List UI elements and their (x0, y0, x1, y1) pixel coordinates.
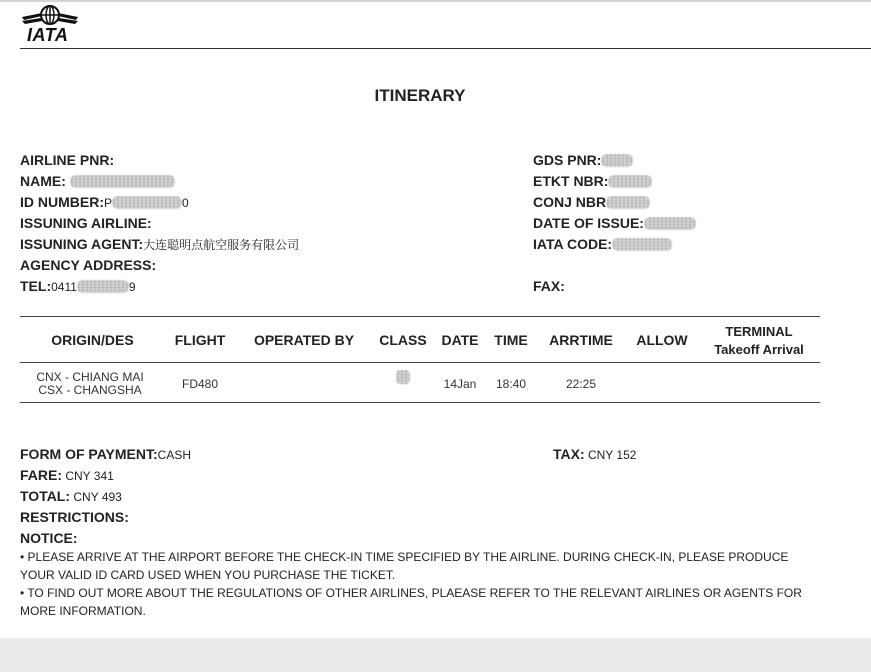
table-top-border (20, 316, 820, 317)
id-number-suffix: 0 (182, 196, 189, 210)
header-flight: FLIGHT (174, 332, 226, 348)
issuing-airline-field (20, 215, 152, 231)
agency-address-field (20, 257, 156, 273)
issuing-agent-label: ISSUNING AGENT: (20, 236, 144, 252)
conj-nbr-label: CONJ NBR (533, 194, 607, 210)
date-of-issue-label: DATE OF ISSUE: (533, 215, 644, 231)
redacted-date-of-issue (644, 217, 696, 230)
total-label: TOTAL: (20, 488, 71, 504)
etkt-nbr-label: ETKT NBR: (533, 173, 609, 189)
table-header-divider (20, 362, 820, 363)
redacted-iata-code (612, 238, 672, 251)
table-row-origin (20, 371, 160, 397)
gds-pnr-field (533, 152, 633, 168)
header-terminal-line1: TERMINAL (725, 324, 793, 339)
fare-value: CNY 341 (62, 469, 114, 483)
page-footer-band (0, 638, 871, 672)
header-divider (20, 48, 871, 49)
redacted-id-number (112, 196, 182, 209)
form-of-payment-label: FORM OF PAYMENT: (20, 446, 158, 462)
destination-line: CSX - CHANGSHA (38, 383, 142, 397)
fare-field (20, 467, 114, 484)
header-class: CLASS (379, 332, 427, 348)
id-number-label: ID NUMBER: (20, 194, 104, 210)
tax-field (553, 446, 636, 463)
gds-pnr-label: GDS PNR: (533, 152, 602, 168)
tel-suffix: 9 (128, 280, 136, 294)
notice-field (20, 530, 78, 546)
form-of-payment-value: CASH (157, 448, 192, 462)
tax-value: CNY 152 (584, 448, 637, 462)
notice-item: • PLEASE ARRIVE AT THE AIRPORT BEFORE THE CHECK-IN TIME SPECIFIED BY THE AIRLINE. DURING CHECK-IN, PLEASE PRODUCE YOUR VALID ID CARD USED WHEN YOU PURCHASE THE TICKET. (20, 550, 789, 582)
conj-nbr-field (533, 194, 650, 210)
logo-text: IATA (27, 25, 69, 45)
restrictions-label: RESTRICTIONS: (20, 509, 129, 525)
header-origin: ORIGIN/DES (51, 332, 134, 348)
header-terminal (700, 323, 818, 359)
restrictions-field (20, 509, 129, 525)
header-terminal-line2: Takeoff Arrival (714, 342, 804, 357)
issuing-agent-field (20, 236, 299, 253)
tel-prefix: 0411 (51, 280, 77, 294)
name-label: NAME: (20, 173, 70, 189)
fare-label: FARE: (20, 467, 62, 483)
header-time: TIME (494, 332, 528, 348)
redacted-conj-nbr (606, 196, 650, 209)
table-row-flight: FD480 (181, 377, 219, 391)
id-number-prefix: P (104, 196, 113, 210)
header-operated-by: OPERATED BY (253, 332, 355, 348)
etkt-nbr-field (533, 173, 652, 189)
fax-field (533, 278, 565, 294)
airline-pnr-field (20, 152, 114, 168)
agency-address-label: AGENCY ADDRESS: (20, 257, 157, 273)
origin-line: CNX - CHIANG MAI (36, 370, 144, 384)
iata-code-field (533, 236, 672, 252)
total-field (20, 488, 122, 505)
table-row-time: 18:40 (495, 377, 527, 391)
table-row-class (374, 370, 432, 384)
redacted-gds-pnr (601, 154, 633, 167)
id-number-field (20, 194, 189, 211)
iata-code-label: IATA CODE: (533, 236, 613, 252)
header-allow: ALLOW (636, 332, 688, 348)
total-value: CNY 493 (70, 490, 122, 504)
header-arrtime: ARRTIME (549, 332, 613, 348)
tax-label: TAX: (553, 446, 585, 462)
form-of-payment-field (20, 446, 191, 463)
name-field (20, 173, 175, 189)
redacted-tel (77, 280, 129, 293)
iata-logo (20, 3, 84, 45)
fax-label: FAX: (533, 278, 565, 294)
redacted-class (396, 370, 410, 384)
date-of-issue-field (533, 215, 696, 231)
table-row-arrtime: 22:25 (565, 377, 597, 391)
airline-pnr-label: AIRLINE PNR: (20, 152, 115, 168)
issuing-agent-value: 大连聪明点航空服务有限公司 (143, 238, 300, 252)
tel-field (20, 278, 136, 295)
redacted-name (70, 175, 175, 188)
page-title: ITINERARY (374, 86, 466, 105)
notice-label: NOTICE: (20, 530, 78, 546)
table-bottom-border (20, 402, 820, 403)
issuing-airline-label: ISSUNING AIRLINE: (20, 215, 152, 231)
table-row-date: 14Jan (443, 377, 477, 391)
redacted-etkt-nbr (608, 175, 652, 188)
tel-label: TEL: (20, 278, 52, 294)
top-border (0, 0, 871, 2)
header-date: DATE (441, 332, 479, 348)
notice-item: • TO FIND OUT MORE ABOUT THE REGULATIONS OF OTHER AIRLINES, PLAEASE REFER TO THE RELEVANT AIRLINES OR AGENTS FOR MORE INFORMATION. (20, 586, 802, 618)
